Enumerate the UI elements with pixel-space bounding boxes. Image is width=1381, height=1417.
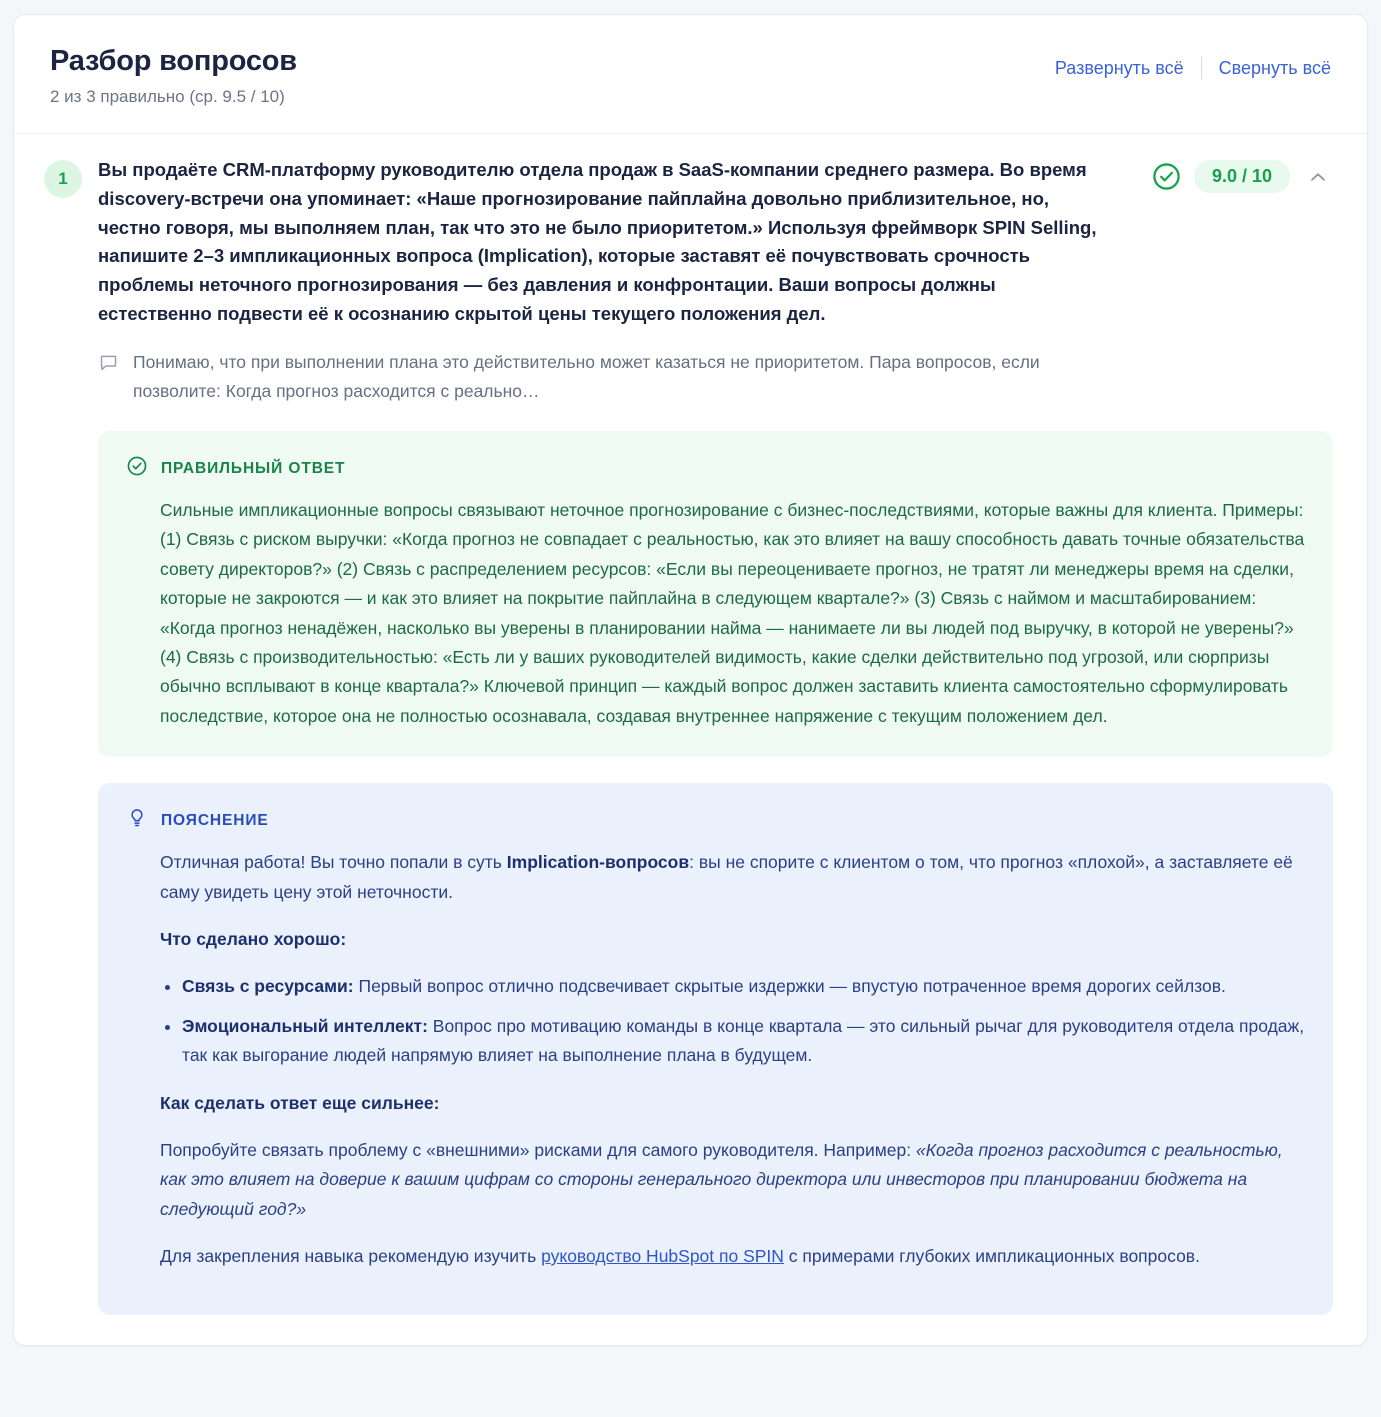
explanation-intro-part1: Отличная работа! Вы точно попали в суть [160, 852, 507, 873]
collapse-all-link[interactable]: Свернуть всё [1218, 57, 1331, 78]
user-answer-preview [98, 348, 1098, 405]
correct-answer-body [126, 496, 1305, 731]
hubspot-spin-guide-link[interactable]: руководство HubSpot по SPIN [541, 1246, 784, 1267]
check-circle-icon [126, 455, 148, 482]
explanation-header [126, 807, 1305, 834]
chevron-up-icon[interactable] [1303, 162, 1333, 192]
list-item-text: Первый вопрос отлично подсвечивает скрытые издержки — впустую потраченное время дорогих сейлзов. [353, 976, 1226, 997]
correct-answer-text: Сильные импликационные вопросы связывают неточное прогнозирование с бизнес-последствиями, которые важны для клиента. Примеры: (1) Связь с риском выручки: «Когда прогноз не совпадает с реальностью, как это влияет на вашу способность давать точные обязательства совету директоров?» (2) Связь с распределением ресурсов: «Если вы переоцениваете прогноз, не тратят ли менеджеры время на сделки, которые не закроются — и как это влияет на покрытие пайплайна в следующем квартале?» (3) Связь с наймом и масштабированием: «Когда прогноз ненадёжен, насколько вы уверены в планировании найма — нанимаете ли вы людей под выручку, в которой не уверены?» (4) Связь с производительностью: «Есть ли у ваших руководителей видимость, какие сделки действительно под угрозой, или сюрпризы обычно всплывают в конце квартала?» Ключевой принцип — каждый вопрос должен заставить клиента самостоятельно сформулировать последствие, которое она не полностью осознавала, создавая внутреннее напряжение с текущим положением дел. [160, 500, 1305, 726]
explanation-intro [160, 848, 1305, 907]
stronger-answer-text: Попробуйте связать проблему с «внешними» рисками для самого руководителя. Например: [160, 1139, 916, 1160]
explanation-label: ПОЯСНЕНИЕ [161, 811, 269, 829]
correct-answer-callout [98, 431, 1333, 757]
question-main [98, 156, 1136, 328]
good-points-heading: Что сделано хорошо: [160, 928, 347, 949]
resource-text-before: Для закрепления навыка рекомендую изучить [160, 1246, 542, 1267]
question-status-group [1152, 160, 1333, 193]
explanation-body [126, 848, 1305, 1271]
resource-paragraph [160, 1242, 1305, 1271]
list-item-text: Вопрос про мотивацию команды в конце квартала — это сильный рычаг для руководителя отдела продаж, так как выгорание людей напрямую влияет на выполнение плана в будущем. [182, 1015, 1305, 1066]
questions-review-card [13, 14, 1368, 1346]
stronger-answer-quote: «Когда прогноз расходится с реальностью, как это влияет на доверие к вашим цифрам со стороны генерального директора или инвесторов при планировании бюджета на следующий год?» [160, 1139, 1283, 1219]
header-left [50, 45, 297, 107]
explanation-intro-part2: : вы не спорите с клиентом о том, что прогноз «плохой», а заставляете её саму увидеть цену этой неточности. [160, 852, 1293, 902]
correct-answer-header [126, 455, 1305, 482]
question-text: Вы продаёте CRM-платформу руководителю отдела продаж в SaaS-компании среднего размера. Во время discovery-встречи она упоминает: «Наше прогнозирование пайплайна довольно приблизительное, но, честно говоря, мы выполняем план, так что это не было приоритетом.» Используя фреймворк SPIN Selling, напишите 2–3 импликационных вопроса (Implication), которые заставят её почувствовать срочность проблемы неточного прогнозирования — без давления и конфронтации. Ваши вопросы должны естественно подвести её к осознанию скрытой цены текущего положения дел. [98, 159, 1097, 324]
explanation-intro-bold: Implication-вопросов [506, 852, 690, 873]
list-item-term: Эмоциональный интеллект: [182, 1015, 428, 1036]
correct-answer-label: ПРАВИЛЬНЫЙ ОТВЕТ [161, 459, 346, 477]
list-item [182, 1012, 1305, 1071]
stronger-answer-paragraph [160, 1136, 1305, 1224]
header-actions [1055, 45, 1331, 79]
check-circle-icon [1152, 162, 1181, 191]
question-header-row [44, 156, 1333, 328]
question-item [14, 134, 1367, 1345]
user-answer-preview-text: Понимаю, что при выполнении плана это действительно может казаться не приоритетом. Пара вопросов, если позволите: Когда прогноз расходится с реально… [133, 352, 1040, 401]
question-number-badge: 1 [44, 160, 82, 198]
resource-text-after: с примерами глубоких импликационных вопросов. [783, 1246, 1200, 1267]
list-item-term: Связь с ресурсами: [182, 976, 354, 997]
card-header [14, 15, 1367, 134]
header-divider [1201, 57, 1202, 79]
stronger-answer-heading: Как сделать ответ еще сильнее: [160, 1092, 440, 1113]
speech-bubble-icon [98, 352, 119, 405]
expand-all-link[interactable]: Развернуть всё [1054, 57, 1184, 78]
explanation-callout [98, 783, 1333, 1315]
page-subtitle: 2 из 3 правильно (ср. 9.5 / 10) [50, 87, 285, 107]
lightbulb-icon [126, 807, 148, 834]
score-badge: 9.0 / 10 [1194, 160, 1290, 193]
good-points-list [160, 972, 1305, 1070]
list-item [182, 972, 1305, 1001]
page-title: Разбор вопросов [50, 45, 297, 77]
